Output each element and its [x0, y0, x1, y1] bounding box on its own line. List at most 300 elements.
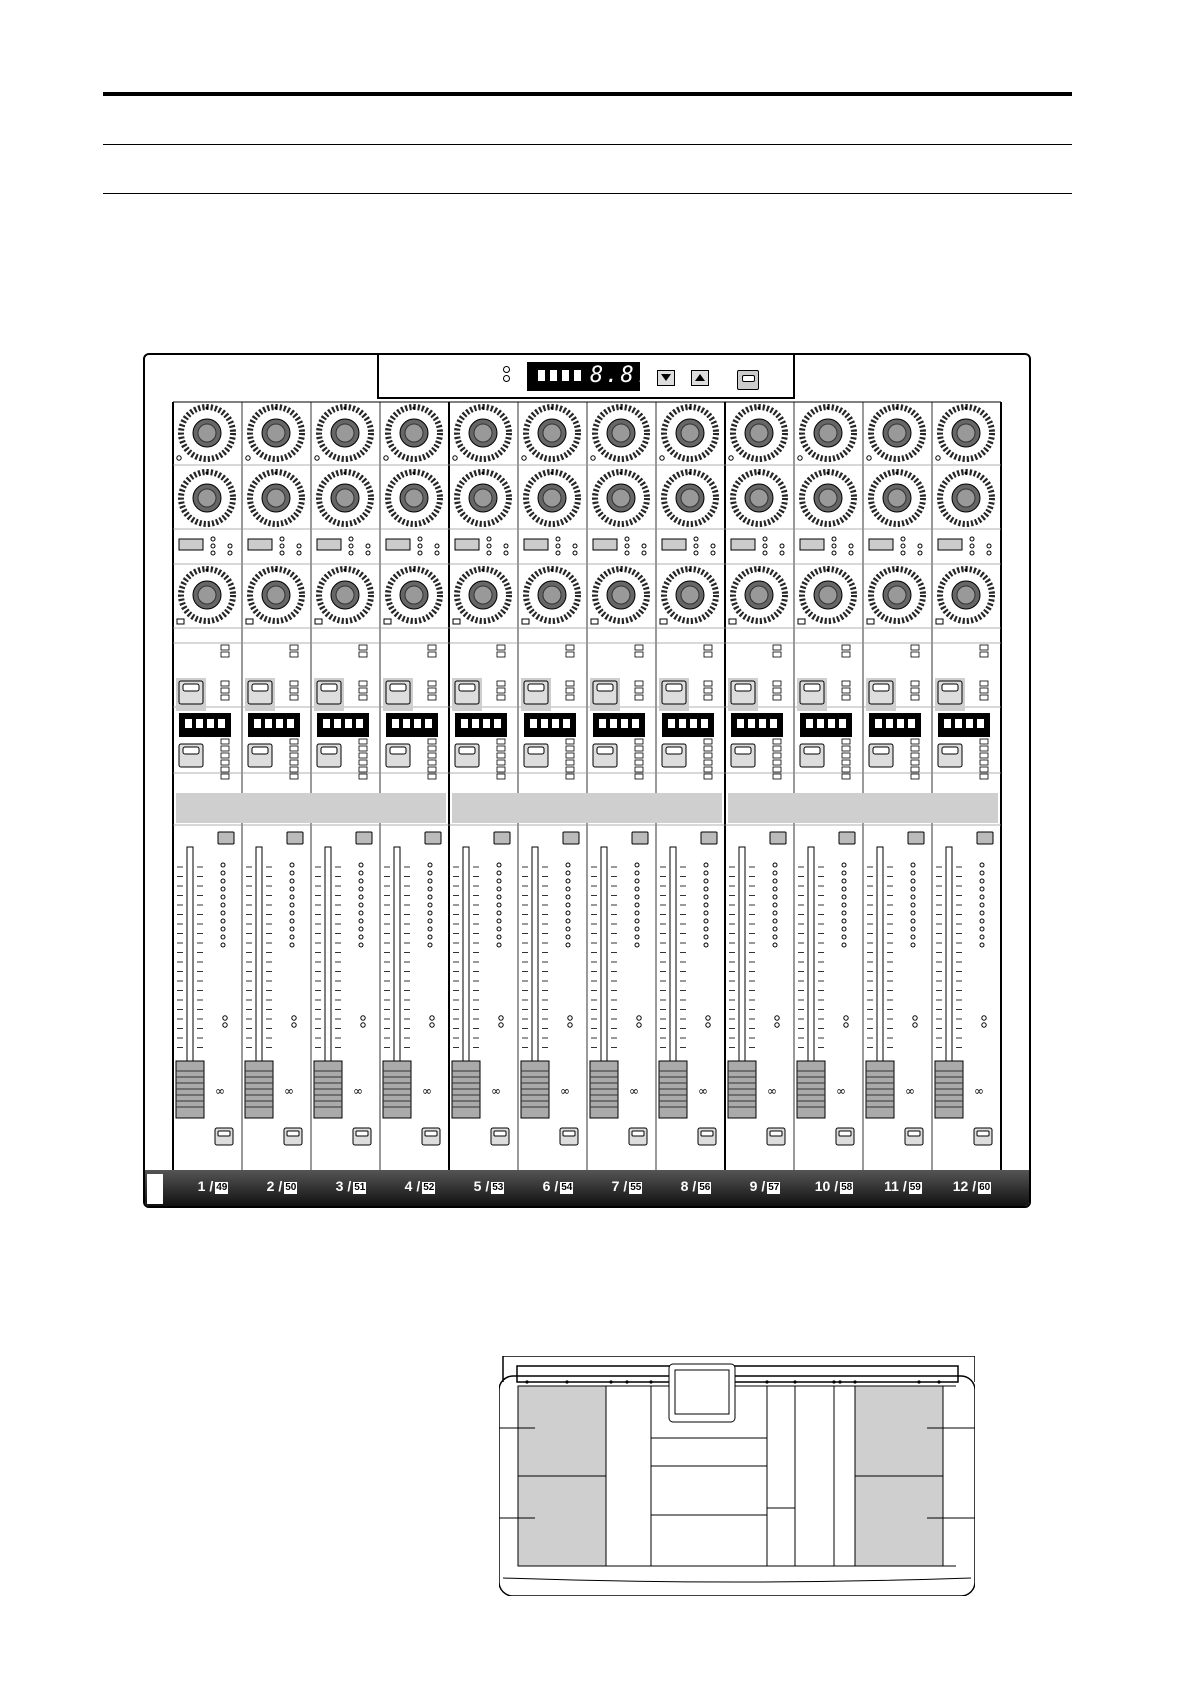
- select-button[interactable]: [317, 539, 341, 550]
- meter-led: [497, 935, 501, 939]
- indicator-led: [773, 681, 781, 686]
- display-segment: [461, 719, 468, 728]
- indicator-led: [497, 681, 505, 686]
- indicator-led: [911, 767, 919, 772]
- status-led: [849, 544, 853, 548]
- select-button[interactable]: [593, 539, 617, 550]
- status-led: [418, 544, 422, 548]
- arrow-down-icon: [661, 374, 671, 381]
- encoder-cap: [957, 586, 975, 604]
- encoder-center-dot: [482, 569, 485, 572]
- indicator-led: [221, 695, 229, 700]
- display-segment: [323, 719, 330, 728]
- meter-led: [290, 943, 294, 947]
- fader-slot: [739, 847, 745, 1087]
- meter-led: [221, 871, 225, 875]
- select-button[interactable]: [179, 539, 203, 550]
- encoder-center-dot: [689, 407, 692, 410]
- channel-number: 9 /: [749, 1178, 766, 1194]
- channel-strip: [521, 407, 579, 1146]
- meter-led: [773, 943, 777, 947]
- cue-button[interactable]: [701, 832, 717, 844]
- channel-label: [593, 1178, 661, 1194]
- meter-led: [635, 935, 639, 939]
- meter-led: [635, 879, 639, 883]
- encoder-cap: [681, 489, 699, 507]
- fader-slot: [532, 847, 538, 1087]
- status-led: [297, 544, 301, 548]
- cue-button[interactable]: [425, 832, 441, 844]
- indicator-led: [290, 652, 298, 657]
- status-led: [418, 551, 422, 555]
- indicator-led: [773, 753, 781, 758]
- indicator-led: [635, 739, 643, 744]
- fader-infinity-label: ∞: [905, 1084, 915, 1098]
- channel-label: [386, 1178, 454, 1194]
- display-segment: [632, 719, 639, 728]
- indicator-led: [290, 746, 298, 751]
- meter-led: [980, 871, 984, 875]
- encoder-center-dot: [206, 472, 209, 475]
- encoder-mini-button[interactable]: [936, 619, 943, 624]
- button-lamp: [321, 747, 337, 754]
- indicator-led: [290, 767, 298, 772]
- indicator-led: [290, 681, 298, 686]
- display-segment: [356, 719, 363, 728]
- meter-led: [704, 879, 708, 883]
- status-led: [573, 544, 577, 548]
- select-button[interactable]: [455, 539, 479, 550]
- meter-led: [911, 895, 915, 899]
- status-led: [504, 551, 508, 555]
- indicator-led: [497, 767, 505, 772]
- meter-led: [497, 903, 501, 907]
- encoder-center-dot: [482, 472, 485, 475]
- meter-led: [221, 887, 225, 891]
- meter-led: [428, 943, 432, 947]
- indicator-led: [566, 688, 574, 693]
- encoder-cap: [612, 489, 630, 507]
- status-led: [706, 1023, 710, 1027]
- channel-strip: [728, 407, 786, 1146]
- indicator-led: [704, 774, 712, 779]
- button-lamp: [804, 747, 820, 754]
- encoder-cap: [681, 424, 699, 442]
- status-led: [918, 544, 922, 548]
- meter-led: [428, 927, 432, 931]
- meter-led: [497, 943, 501, 947]
- button-lamp: [735, 684, 751, 691]
- fader-slot: [808, 847, 814, 1087]
- channel-strip: [797, 407, 855, 1146]
- indicator-led: [842, 774, 850, 779]
- encoder-cap: [267, 489, 285, 507]
- indicator-led: [497, 645, 505, 650]
- meter-led: [290, 895, 294, 899]
- display-segment: [345, 719, 352, 728]
- display-segment: [828, 719, 835, 728]
- status-led: [556, 537, 560, 541]
- display-segment: [944, 719, 951, 728]
- status-led: [435, 544, 439, 548]
- cue-button[interactable]: [839, 832, 855, 844]
- status-led: [430, 1023, 434, 1027]
- status-led: [211, 551, 215, 555]
- meter-led: [428, 903, 432, 907]
- status-led: [763, 544, 767, 548]
- encoder-mini-button[interactable]: [384, 619, 391, 624]
- meter-led: [359, 927, 363, 931]
- indicator-led: [704, 746, 712, 751]
- encoder-mini-button[interactable]: [798, 619, 805, 624]
- surface-marker-dot: [832, 1380, 835, 1383]
- surface-marker-dot: [853, 1380, 856, 1383]
- button-lamp: [252, 747, 268, 754]
- encoder-led: [867, 456, 871, 460]
- select-button[interactable]: [938, 539, 962, 550]
- encoder-cap: [267, 424, 285, 442]
- button-lamp: [218, 1131, 230, 1136]
- display-key-button[interactable]: [737, 370, 759, 390]
- scribble-strip: [176, 793, 446, 823]
- label-bar-tab: [147, 1174, 163, 1204]
- indicator-led: [842, 760, 850, 765]
- indicator-led: [221, 753, 229, 758]
- meter-led: [290, 887, 294, 891]
- meter-led: [980, 919, 984, 923]
- meter-led: [428, 911, 432, 915]
- meter-led: [773, 879, 777, 883]
- encoder-center-dot: [689, 472, 692, 475]
- status-led: [832, 544, 836, 548]
- encoder-center-dot: [827, 407, 830, 410]
- indicator-led: [497, 652, 505, 657]
- meter-led: [704, 863, 708, 867]
- indicator-led: [290, 688, 298, 693]
- encoder-cap: [819, 424, 837, 442]
- indicator-led: [566, 681, 574, 686]
- indicator-led: [773, 695, 781, 700]
- button-lamp: [528, 747, 544, 754]
- encoder-cap: [957, 424, 975, 442]
- status-led: [913, 1016, 917, 1020]
- meter-led: [635, 863, 639, 867]
- encoder-center-dot: [758, 569, 761, 572]
- indicator-led: [980, 746, 988, 751]
- cue-button[interactable]: [494, 832, 510, 844]
- meter-led: [635, 943, 639, 947]
- channel-alt-number: 56: [699, 1182, 711, 1193]
- encoder-cap: [612, 586, 630, 604]
- indicator-led: [911, 774, 919, 779]
- indicator-led: [359, 767, 367, 772]
- meter-led: [566, 935, 570, 939]
- encoder-mini-button[interactable]: [453, 619, 460, 624]
- page-down-button[interactable]: [657, 370, 675, 386]
- indicator-led: [221, 652, 229, 657]
- button-lamp: [459, 684, 475, 691]
- indicator-led: [980, 767, 988, 772]
- indicator-led: [980, 760, 988, 765]
- display-segment: [908, 719, 915, 728]
- indicator-led: [497, 774, 505, 779]
- meter-led: [842, 927, 846, 931]
- meter-led: [359, 911, 363, 915]
- display-segment: [403, 719, 410, 728]
- indicator-led: [911, 645, 919, 650]
- header-rule-top: [103, 92, 1072, 96]
- indicator-led: [428, 645, 436, 650]
- button-lamp: [666, 684, 682, 691]
- surface-marker-dot: [937, 1380, 940, 1383]
- select-button[interactable]: [869, 539, 893, 550]
- encoder-led: [246, 456, 250, 460]
- encoder-center-dot: [275, 407, 278, 410]
- meter-led: [566, 887, 570, 891]
- button-lamp: [287, 1131, 299, 1136]
- meter-led: [842, 911, 846, 915]
- fader-slot: [463, 847, 469, 1087]
- display-segment: [897, 719, 904, 728]
- status-led: [763, 537, 767, 541]
- cue-button[interactable]: [632, 832, 648, 844]
- encoder-led: [177, 456, 181, 460]
- encoder-mini-button[interactable]: [315, 619, 322, 624]
- indicator-led: [428, 774, 436, 779]
- fader-slot: [325, 847, 331, 1087]
- status-led: [280, 544, 284, 548]
- select-button[interactable]: [248, 539, 272, 550]
- meter-led: [359, 871, 363, 875]
- encoder-cap: [336, 424, 354, 442]
- page-up-button[interactable]: [691, 370, 709, 386]
- cue-button[interactable]: [563, 832, 579, 844]
- display-segment: [748, 719, 755, 728]
- meter-led: [428, 919, 432, 923]
- display-segment: [599, 719, 606, 728]
- display-led: [574, 370, 581, 381]
- encoder-cap: [474, 424, 492, 442]
- indicator-led: [911, 746, 919, 751]
- indicator-led: [773, 688, 781, 693]
- button-lamp: [977, 1131, 989, 1136]
- fader-infinity-label: ∞: [698, 1084, 708, 1098]
- display-segment: [552, 719, 559, 728]
- meter-led: [566, 943, 570, 947]
- encoder-led: [315, 456, 319, 460]
- display-segment: [414, 719, 421, 728]
- display-panel: [377, 353, 795, 399]
- encoder-center-dot: [758, 407, 761, 410]
- status-led: [970, 551, 974, 555]
- indicator-led: [635, 652, 643, 657]
- channel-alt-number: 59: [909, 1182, 921, 1193]
- meter-led: [842, 919, 846, 923]
- meter-led: [497, 879, 501, 883]
- display-segment: [875, 719, 882, 728]
- channel-label: [455, 1178, 523, 1194]
- surface-marker-dot: [838, 1380, 841, 1383]
- cue-button[interactable]: [287, 832, 303, 844]
- indicator-led: [221, 645, 229, 650]
- status-led: [361, 1016, 365, 1020]
- select-button[interactable]: [662, 539, 686, 550]
- encoder-center-dot: [896, 472, 899, 475]
- status-led: [568, 1023, 572, 1027]
- indicator-led: [428, 760, 436, 765]
- indicator-led: [842, 767, 850, 772]
- status-led: [970, 537, 974, 541]
- channel-strip: [452, 407, 510, 1146]
- indicator-led: [566, 746, 574, 751]
- indicator-led: [704, 681, 712, 686]
- status-led: [844, 1023, 848, 1027]
- status-led: [211, 537, 215, 541]
- indicator-led: [842, 652, 850, 657]
- meter-led: [290, 903, 294, 907]
- meter-led: [773, 935, 777, 939]
- status-led: [223, 1016, 227, 1020]
- status-led: [780, 544, 784, 548]
- cue-button[interactable]: [908, 832, 924, 844]
- meter-led: [428, 863, 432, 867]
- encoder-center-dot: [206, 407, 209, 410]
- indicator-led: [221, 746, 229, 751]
- indicator-led: [428, 695, 436, 700]
- select-button[interactable]: [800, 539, 824, 550]
- channel-label: [524, 1178, 592, 1194]
- indicator-led: [773, 760, 781, 765]
- encoder-mini-button[interactable]: [660, 619, 667, 624]
- status-led: [487, 537, 491, 541]
- fader-infinity-label: ∞: [491, 1084, 501, 1098]
- channel-number: 10 /: [814, 1178, 839, 1194]
- indicator-led: [566, 774, 574, 779]
- status-led: [418, 537, 422, 541]
- channel-number: 7 /: [611, 1178, 628, 1194]
- fader-infinity-label: ∞: [215, 1084, 225, 1098]
- encoder-mini-button[interactable]: [246, 619, 253, 624]
- fader-infinity-label: ∞: [353, 1084, 363, 1098]
- display-segment: [806, 719, 813, 728]
- fader-slot: [187, 847, 193, 1087]
- select-button[interactable]: [731, 539, 755, 550]
- indicator-led: [911, 681, 919, 686]
- indicator-led: [290, 774, 298, 779]
- encoder-cap: [198, 586, 216, 604]
- indicator-led: [635, 753, 643, 758]
- display-segment: [472, 719, 479, 728]
- select-button[interactable]: [386, 539, 410, 550]
- indicator-led: [842, 739, 850, 744]
- encoder-mini-button[interactable]: [591, 619, 598, 624]
- status-led: [901, 551, 905, 555]
- status-led: [366, 544, 370, 548]
- cue-button[interactable]: [770, 832, 786, 844]
- meter-led: [980, 879, 984, 883]
- indicator-led: [635, 695, 643, 700]
- meter-led: [221, 903, 225, 907]
- encoder-cap: [750, 424, 768, 442]
- meter-led: [980, 903, 984, 907]
- fader-infinity-label: ∞: [767, 1084, 777, 1098]
- status-led: [499, 1023, 503, 1027]
- meter-led: [842, 895, 846, 899]
- encoder-mini-button[interactable]: [522, 619, 529, 624]
- meter-led: [980, 863, 984, 867]
- meter-led: [635, 903, 639, 907]
- button-lamp: [873, 684, 889, 691]
- channel-label: [938, 1178, 1006, 1194]
- select-button[interactable]: [524, 539, 548, 550]
- meter-led: [428, 879, 432, 883]
- meter-led: [221, 927, 225, 931]
- display-digits: 8.8.: [590, 363, 651, 388]
- indicator-led: [635, 774, 643, 779]
- channel-alt-number: 58: [841, 1182, 853, 1193]
- encoder-center-dot: [827, 569, 830, 572]
- channel-number: 2 /: [266, 1178, 283, 1194]
- encoder-center-dot: [620, 407, 623, 410]
- meter-led: [635, 887, 639, 891]
- meter-led: [566, 927, 570, 931]
- channel-label: [869, 1178, 937, 1194]
- meter-led: [497, 895, 501, 899]
- indicator-led: [290, 695, 298, 700]
- button-lamp: [459, 747, 475, 754]
- status-led: [349, 544, 353, 548]
- encoder-cap: [888, 489, 906, 507]
- meter-led: [497, 887, 501, 891]
- meter-led: [221, 943, 225, 947]
- encoder-mini-button[interactable]: [867, 619, 874, 624]
- indicator-led: [290, 760, 298, 765]
- header-rule-middle: [103, 144, 1072, 145]
- cue-button[interactable]: [218, 832, 234, 844]
- encoder-cap: [888, 424, 906, 442]
- header-rule-bottom: [103, 193, 1072, 194]
- meter-led: [980, 927, 984, 931]
- channel-strip: [590, 407, 648, 1146]
- console-location-diagram: [499, 1356, 975, 1596]
- meter-led: [773, 895, 777, 899]
- status-led: [361, 1023, 365, 1027]
- console-surface: [503, 1364, 971, 1582]
- indicator-led: [635, 688, 643, 693]
- meter-led: [773, 927, 777, 931]
- status-led: [556, 544, 560, 548]
- status-led: [349, 551, 353, 555]
- meter-led: [359, 919, 363, 923]
- encoder-cap: [888, 586, 906, 604]
- cue-button[interactable]: [356, 832, 372, 844]
- indicator-led: [566, 739, 574, 744]
- indicator-led: [773, 645, 781, 650]
- button-lamp: [597, 747, 613, 754]
- meter-led: [911, 863, 915, 867]
- display-segment: [977, 719, 984, 728]
- cue-button[interactable]: [977, 832, 993, 844]
- encoder-center-dot: [344, 472, 347, 475]
- encoder-mini-button[interactable]: [729, 619, 736, 624]
- display-segment: [955, 719, 962, 728]
- status-led: [711, 544, 715, 548]
- meter-led: [566, 879, 570, 883]
- surface-marker-dot: [609, 1380, 612, 1383]
- indicator-led: [704, 739, 712, 744]
- encoder-mini-button[interactable]: [177, 619, 184, 624]
- indicator-led: [497, 739, 505, 744]
